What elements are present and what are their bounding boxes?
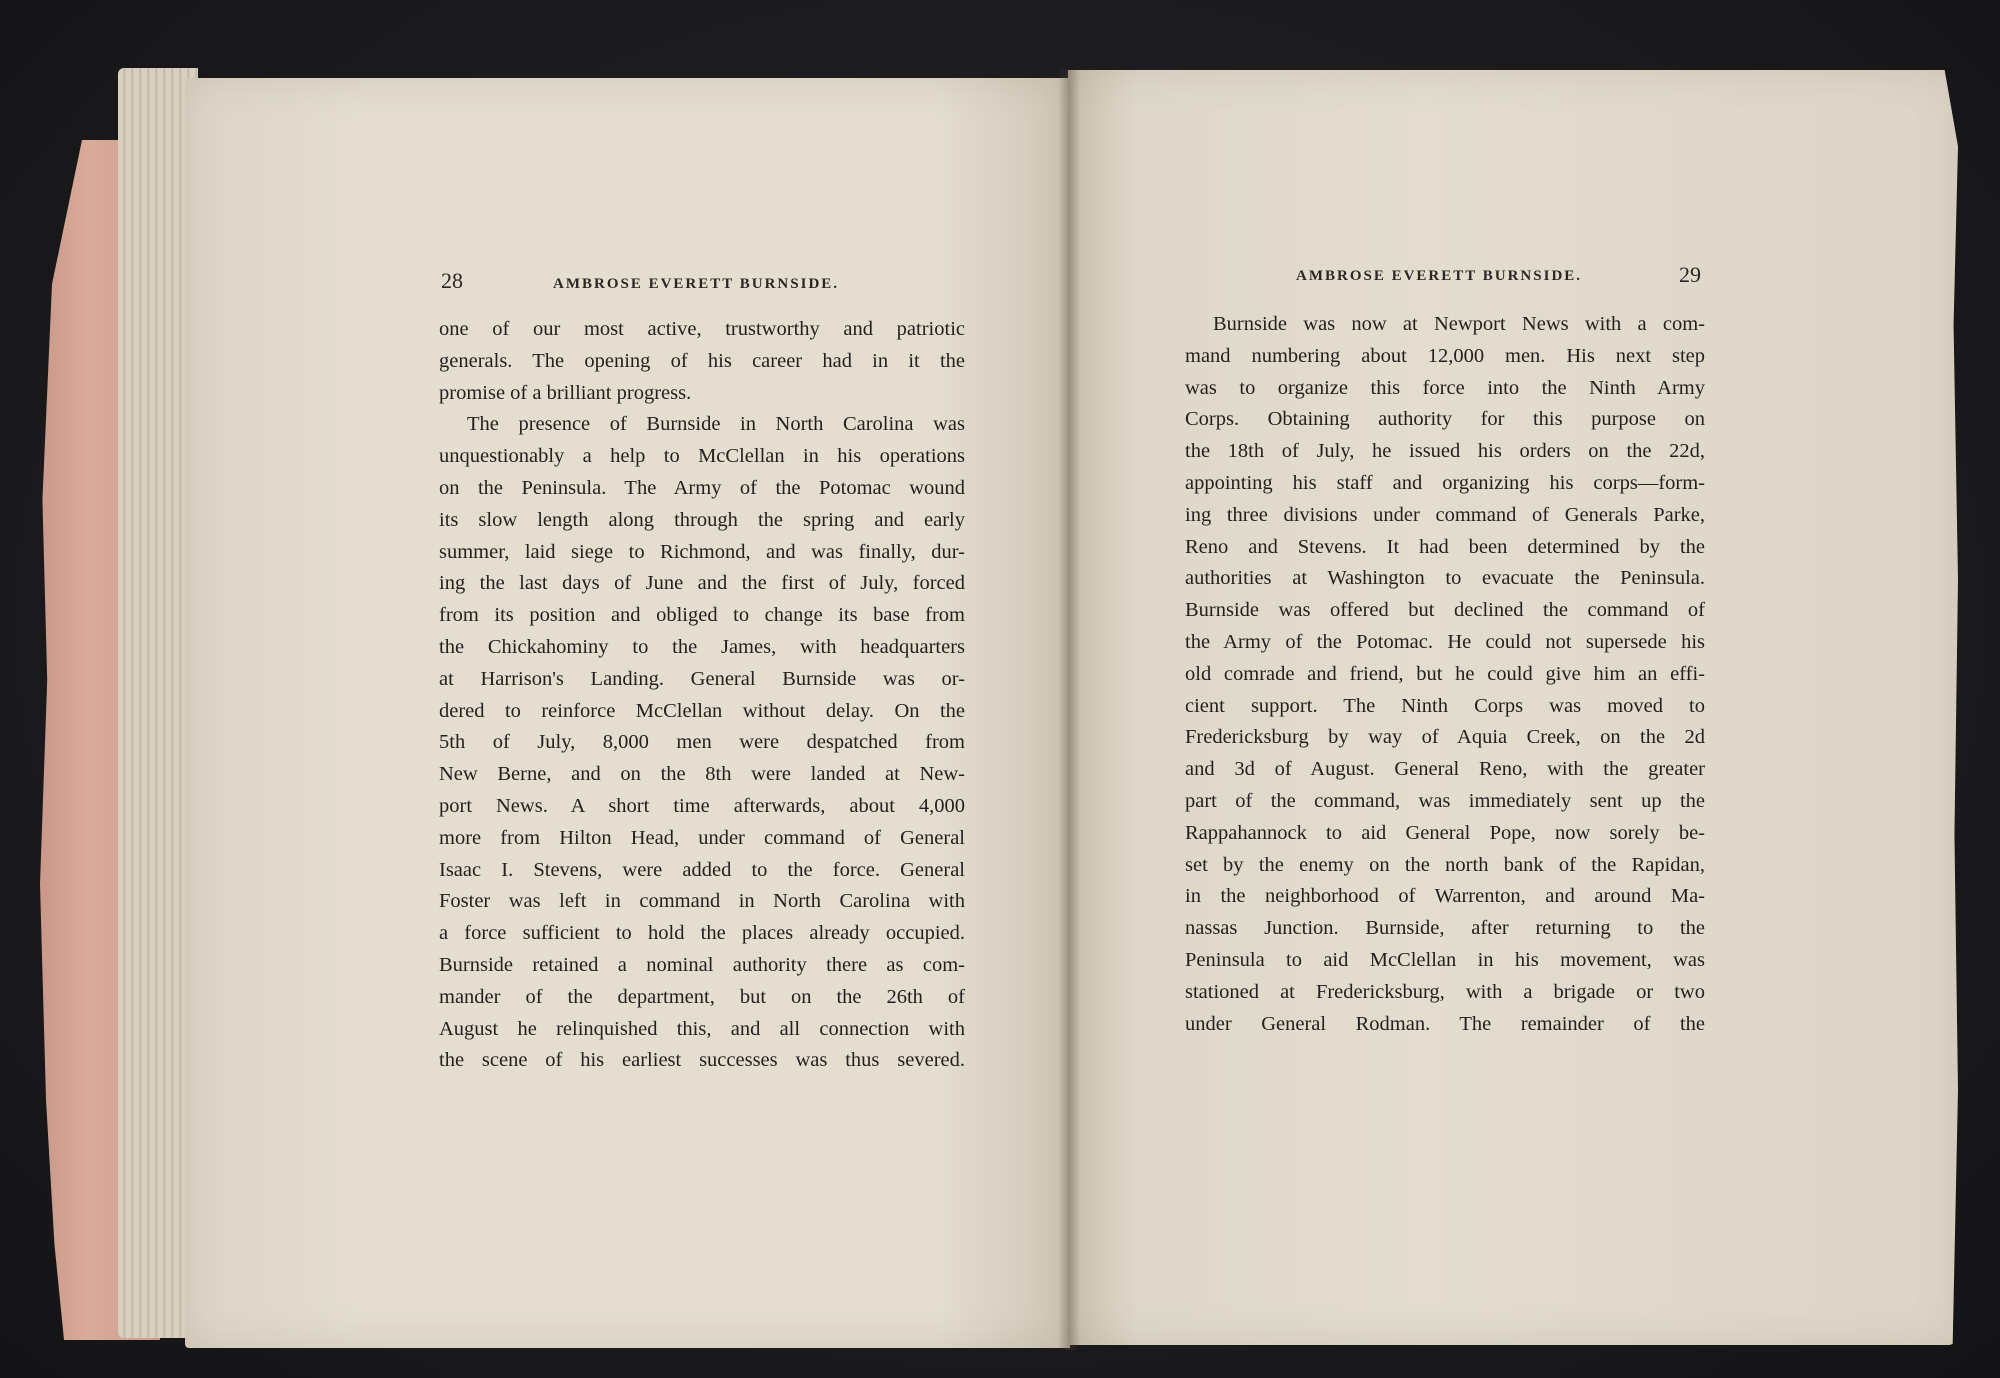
text-line: Corps. Obtaining authority for this purpose on <box>1185 408 1705 431</box>
text-line: New Berne, and on the 8th were landed at New- <box>439 763 965 786</box>
text-line: and 3d of August. General Reno, with the greater <box>1185 758 1705 781</box>
text-line: 5th of July, 8,000 men were despatched from <box>439 731 965 754</box>
right-page-body <box>1185 309 1705 1040</box>
text-line: unquestionably a help to McClellan in his operations <box>439 445 965 468</box>
text-line: a force sufficient to hold the places already occupied. <box>439 922 965 945</box>
text-line: was to organize this force into the Ninth Army <box>1185 376 1705 399</box>
text-line: mander of the department, but on the 26th of <box>439 985 965 1008</box>
text-line: Burnside was now at Newport News with a com- <box>1213 313 1705 335</box>
text-line: the scene of his earliest successes was thus severed. <box>439 1049 965 1072</box>
text-line: August he relinquished this, and all connection with <box>439 1017 965 1040</box>
text-line: its slow length along through the spring and early <box>439 508 965 531</box>
left-running-title: AMBROSE EVERETT BURNSIDE. <box>553 276 840 292</box>
text-line: Rappahannock to aid General Pope, now sorely be- <box>1185 821 1705 844</box>
text-line: Isaac I. Stevens, were added to the force. General <box>439 858 965 881</box>
text-line: part of the command, was immediately sent up the <box>1185 789 1705 812</box>
text-line: generals. The opening of his career had in it the <box>439 349 965 372</box>
text-line: Fredericksburg by way of Aquia Creek, on the 2d <box>1185 726 1705 749</box>
text-line: mand numbering about 12,000 men. His next step <box>1185 344 1705 367</box>
text-line: authorities at Washington to evacuate the Peninsula. <box>1185 567 1705 590</box>
left-page-body <box>439 314 965 1077</box>
text-line: Peninsula to aid McClellan in his movement, was <box>1185 948 1705 971</box>
text-line: Burnside was offered but declined the command of <box>1185 599 1705 622</box>
text-line: from its position and obliged to change its base from <box>439 604 965 627</box>
left-page-number: 28 <box>441 268 463 293</box>
right-running-title: AMBROSE EVERETT BURNSIDE. <box>1296 268 1583 284</box>
text-line: in the neighborhood of Warrenton, and around Ma- <box>1185 885 1705 908</box>
text-line: the 18th of July, he issued his orders on the 22d, <box>1185 440 1705 463</box>
text-line: Burnside retained a nominal authority there as com- <box>439 953 965 976</box>
text-line: cient support. The Ninth Corps was moved to <box>1185 694 1705 717</box>
text-line: summer, laid siege to Richmond, and was finally, dur- <box>439 540 965 563</box>
text-line: on the Peninsula. The Army of the Potomac wound <box>439 476 965 499</box>
text-line: old comrade and friend, but he could give him an effi- <box>1185 662 1705 685</box>
right-page-number: 29 <box>1679 262 1701 287</box>
text-line: under General Rodman. The remainder of the <box>1185 1012 1705 1035</box>
text-line: at Harrison's Landing. General Burnside was or- <box>439 667 965 690</box>
text-line: port News. A short time afterwards, about 4,000 <box>439 794 965 817</box>
text-line: Foster was left in command in North Carolina with <box>439 890 965 913</box>
text-line: appointing his staff and organizing his corps—form- <box>1185 471 1705 494</box>
text-line: The presence of Burnside in North Carolina was <box>467 413 965 436</box>
text-line: Reno and Stevens. It had been determined by the <box>1185 535 1705 558</box>
text-line: promise of a brilliant progress. <box>439 381 692 404</box>
text-line: more from Hilton Head, under command of General <box>439 826 965 849</box>
text-line: set by the enemy on the north bank of the Rapidan, <box>1185 853 1705 876</box>
text-line: stationed at Fredericksburg, with a brigade or two <box>1185 980 1705 1003</box>
text-line: ing the last days of June and the first of July, forced <box>439 572 965 595</box>
text-line: one of our most active, trustworthy and patriotic <box>439 318 965 340</box>
text-line: ing three divisions under command of Generals Parke, <box>1185 503 1705 526</box>
text-line: the Army of the Potomac. He could not supersede his <box>1185 630 1705 653</box>
text-line: nassas Junction. Burnside, after returning to the <box>1185 917 1705 940</box>
text-line: dered to reinforce McClellan without delay. On the <box>439 699 965 722</box>
book-gutter <box>1058 70 1080 1350</box>
text-line: the Chickahominy to the James, with headquarters <box>439 635 965 658</box>
